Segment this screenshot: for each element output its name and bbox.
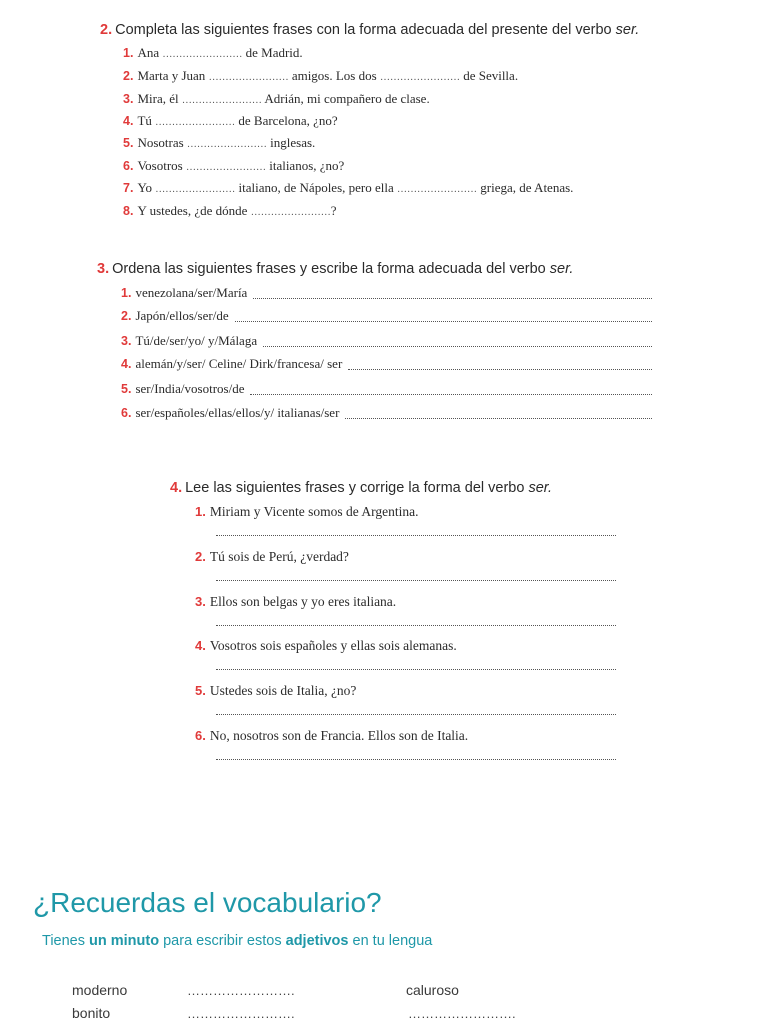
answer-line[interactable] bbox=[235, 321, 652, 322]
item-text: de Barcelona, ¿no? bbox=[235, 113, 338, 128]
item-number: 4. bbox=[195, 638, 206, 653]
item-number: 3. bbox=[195, 594, 206, 609]
item-number: 5. bbox=[195, 683, 206, 698]
item-text: Ana bbox=[137, 45, 163, 60]
exercise-3-item bbox=[121, 381, 244, 397]
vocab-answer-blank[interactable]: ……………………. bbox=[187, 983, 295, 998]
exercise-4-item bbox=[195, 728, 468, 744]
item-text: Mira, él bbox=[137, 91, 182, 106]
item-number: 4. bbox=[123, 114, 134, 128]
exercise-4-item bbox=[195, 549, 349, 565]
exercise-number: 2. bbox=[100, 22, 113, 38]
item-text: Miriam y Vicente somos de Argentina. bbox=[209, 504, 419, 519]
answer-blank[interactable]: …………………… bbox=[155, 184, 236, 195]
item-number: 5. bbox=[123, 136, 134, 150]
item-text: Nosotras bbox=[137, 135, 187, 150]
exercise-title: Lee las siguientes frases y corrige la forma del verbo bbox=[185, 480, 529, 496]
exercise-2-item bbox=[123, 158, 344, 174]
item-number: 3. bbox=[121, 334, 132, 348]
item-text: italianos, ¿no? bbox=[265, 158, 345, 173]
instr-text: en tu lengua bbox=[348, 933, 433, 949]
item-number: 6. bbox=[121, 406, 132, 420]
exercise-4-heading bbox=[170, 480, 552, 496]
exercise-number: 4. bbox=[170, 480, 183, 496]
item-number: 1. bbox=[123, 46, 134, 60]
item-text: Vosotros sois españoles y ellas sois alemanas. bbox=[209, 638, 457, 653]
item-text: Marta y Juan bbox=[137, 68, 209, 83]
item-text: ser/India/vosotros/de bbox=[135, 381, 245, 396]
vocab-instructions bbox=[42, 933, 432, 949]
item-text: ser/españoles/ellas/ellos/y/ italianas/ser bbox=[135, 405, 340, 420]
exercise-4-item bbox=[195, 638, 457, 654]
answer-line[interactable] bbox=[250, 394, 652, 395]
item-text: de Sevilla. bbox=[459, 68, 519, 83]
item-text: alemán/y/ser/ Celine/ Dirk/francesa/ ser bbox=[135, 356, 343, 371]
exercise-number: 3. bbox=[97, 261, 110, 277]
exercise-4-item bbox=[195, 504, 419, 520]
vocab-word: bonito bbox=[72, 1005, 111, 1021]
item-number: 2. bbox=[123, 69, 134, 83]
exercise-4-item bbox=[195, 594, 396, 610]
answer-line[interactable] bbox=[216, 669, 616, 670]
item-text: Adrián, mi compañero de clase. bbox=[261, 91, 430, 106]
exercise-3-item bbox=[121, 308, 229, 324]
exercise-2-item bbox=[123, 68, 518, 84]
exercise-3-item bbox=[121, 405, 339, 421]
verb-ser: ser. bbox=[615, 22, 640, 38]
item-text: griega, de Atenas. bbox=[477, 180, 574, 195]
item-text: No, nosotros son de Francia. Ellos son de Italia. bbox=[209, 728, 469, 743]
item-number: 6. bbox=[195, 728, 206, 743]
exercise-2-item bbox=[123, 180, 573, 196]
exercise-3-item bbox=[121, 285, 247, 301]
item-text: Vosotros bbox=[137, 158, 186, 173]
answer-line[interactable] bbox=[263, 346, 652, 347]
answer-blank[interactable]: …………………… bbox=[186, 139, 267, 150]
item-number: 2. bbox=[121, 309, 132, 323]
verb-ser: ser. bbox=[549, 261, 574, 277]
item-text: Tú/de/ser/yo/ y/Málaga bbox=[135, 333, 258, 348]
item-number: 7. bbox=[123, 181, 134, 195]
exercise-2-item bbox=[123, 135, 315, 151]
instr-text: Tienes bbox=[42, 933, 90, 949]
vocab-word: moderno bbox=[72, 982, 128, 998]
answer-blank[interactable]: …………………… bbox=[208, 72, 289, 83]
answer-blank[interactable]: …………………… bbox=[185, 162, 266, 173]
exercise-2-item bbox=[123, 113, 338, 129]
answer-line[interactable] bbox=[345, 418, 652, 419]
instr-text: para escribir estos bbox=[159, 933, 286, 949]
item-text: inglesas. bbox=[266, 135, 316, 150]
item-number: 8. bbox=[123, 204, 134, 218]
item-text: de Madrid. bbox=[242, 45, 303, 60]
item-text: ? bbox=[330, 203, 337, 218]
answer-line[interactable] bbox=[216, 535, 616, 536]
answer-blank[interactable]: …………………… bbox=[397, 184, 478, 195]
item-number: 4. bbox=[121, 357, 132, 371]
answer-line[interactable] bbox=[253, 298, 652, 299]
item-text: Ustedes sois de Italia, ¿no? bbox=[209, 683, 357, 698]
item-text: Y ustedes, ¿de dónde bbox=[137, 203, 251, 218]
item-number: 1. bbox=[195, 504, 206, 519]
exercise-4-item bbox=[195, 683, 356, 699]
answer-line[interactable] bbox=[216, 625, 616, 626]
exercise-2-item bbox=[123, 45, 303, 61]
item-text: Yo bbox=[137, 180, 156, 195]
exercise-2-item bbox=[123, 203, 336, 219]
item-number: 1. bbox=[121, 286, 132, 300]
exercise-title: Ordena las siguientes frases y escribe la forma adecuada del verbo bbox=[112, 261, 550, 277]
instr-bold: un minuto bbox=[89, 933, 160, 949]
exercise-title: Completa las siguientes frases con la forma adecuada del presente del verbo bbox=[115, 22, 616, 38]
item-number: 6. bbox=[123, 159, 134, 173]
exercise-2-item bbox=[123, 91, 430, 107]
item-number: 2. bbox=[195, 549, 206, 564]
item-number: 5. bbox=[121, 382, 132, 396]
item-text: italiano, de Nápoles, pero ella bbox=[235, 180, 398, 195]
answer-blank[interactable]: …………………… bbox=[250, 207, 331, 218]
vocab-title: ¿Recuerdas el vocabulario? bbox=[33, 887, 382, 918]
item-number: 3. bbox=[123, 92, 134, 106]
answer-line[interactable] bbox=[348, 369, 652, 370]
answer-blank[interactable]: …………………… bbox=[379, 72, 460, 83]
verb-ser: ser. bbox=[528, 480, 553, 496]
instr-bold: adjetivos bbox=[285, 933, 349, 949]
item-text: Japón/ellos/ser/de bbox=[135, 308, 229, 323]
answer-line[interactable] bbox=[216, 759, 616, 760]
item-text: amigos. Los dos bbox=[288, 68, 380, 83]
item-text: Tú sois de Perú, ¿verdad? bbox=[209, 549, 349, 564]
answer-line[interactable] bbox=[216, 580, 616, 581]
item-text: Ellos son belgas y yo eres italiana. bbox=[209, 594, 397, 609]
vocab-answer-blank[interactable]: ……………………. bbox=[408, 1006, 516, 1021]
answer-blank[interactable]: …………………… bbox=[162, 49, 243, 60]
exercise-3-item bbox=[121, 356, 342, 372]
exercise-2-heading bbox=[100, 22, 639, 38]
exercise-3-item bbox=[121, 333, 257, 349]
answer-blank[interactable]: …………………… bbox=[155, 117, 236, 128]
vocab-answer-blank[interactable]: ……………………. bbox=[187, 1006, 295, 1021]
exercise-3-heading bbox=[97, 261, 573, 277]
item-text: venezolana/ser/María bbox=[135, 285, 248, 300]
item-text: Tú bbox=[137, 113, 156, 128]
answer-blank[interactable]: …………………… bbox=[181, 95, 262, 106]
answer-line[interactable] bbox=[216, 714, 616, 715]
vocab-word: caluroso bbox=[406, 982, 459, 998]
